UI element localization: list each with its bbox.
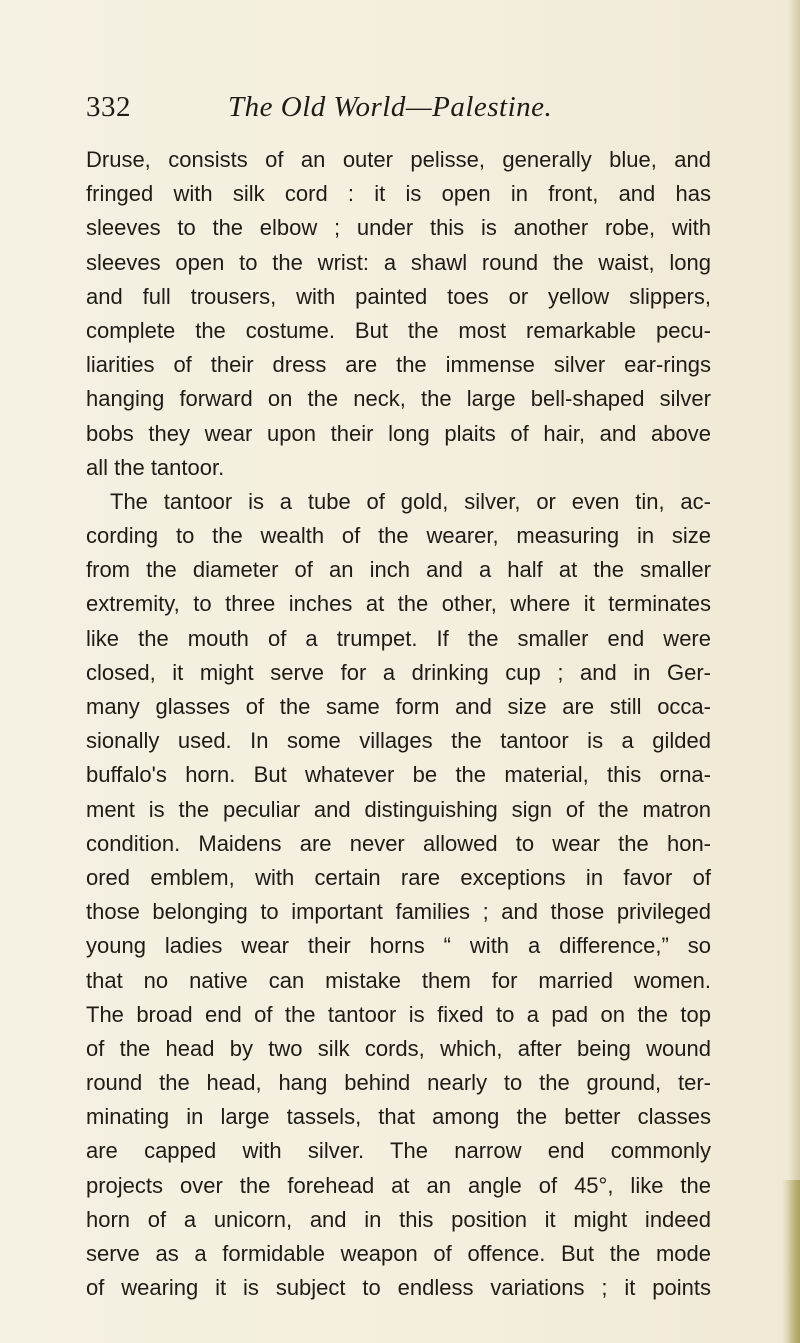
text-line: round the head, hang behind nearly to the ground, ter- <box>86 1070 711 1096</box>
text-line: The tantoor is a tube of gold, silver, or even tin, ac- <box>110 488 711 514</box>
text-line: young ladies wear their horns “ with a difference,” so <box>86 933 711 959</box>
text-line: ment is the peculiar and distinguishing sign of the matron <box>86 796 711 822</box>
text-line: those belonging to important families ; and those privileged <box>86 899 711 925</box>
page-number: 332 <box>86 91 131 123</box>
text-line: like the mouth of a trumpet. If the smaller end were <box>86 625 711 651</box>
body-text <box>86 143 711 1305</box>
page-edge-stain <box>782 1180 800 1343</box>
text-line: bobs they wear upon their long plaits of hair, and above <box>86 420 711 446</box>
text-line: sionally used. In some villages the tantoor is a gilded <box>86 728 711 754</box>
text-line: closed, it might serve for a drinking cup ; and in Ger- <box>86 659 711 685</box>
text-line: projects over the forehead at an angle of 45°, like the <box>86 1172 711 1198</box>
text-line: minating in large tassels, that among the better classes <box>86 1104 711 1130</box>
text-line: The broad end of the tantoor is fixed to a pad on the top <box>86 1001 711 1027</box>
text-line: many glasses of the same form and size are still occa- <box>86 694 711 719</box>
text-line: liarities of their dress are the immense silver ear-rings <box>86 352 711 378</box>
text-line: sleeves to the elbow ; under this is another robe, with <box>86 215 711 241</box>
running-title: The Old World—Palestine. <box>228 91 553 123</box>
text-line: and full trousers, with painted toes or yellow slippers, <box>86 283 711 309</box>
text-line: hanging forward on the neck, the large bell-shaped silver <box>86 386 711 412</box>
text-line: are capped with silver. The narrow end commonly <box>86 1138 711 1164</box>
text-line: of the head by two silk cords, which, after being wound <box>86 1035 711 1061</box>
text-line: fringed with silk cord : it is open in front, and has <box>86 181 711 207</box>
page-edge-shadow <box>788 0 800 1343</box>
text-line: that no native can mistake them for married women. <box>86 967 711 993</box>
text-line: buffalo's horn. But whatever be the material, this orna- <box>86 762 711 788</box>
text-line: all the tantoor. <box>86 454 225 480</box>
text-line: extremity, to three inches at the other, where it terminates <box>86 591 711 617</box>
text-line: from the diameter of an inch and a half at the smaller <box>86 557 711 583</box>
text-line: ored emblem, with certain rare exceptions in favor of <box>86 864 711 890</box>
text-line: condition. Maidens are never allowed to wear the hon- <box>86 830 711 856</box>
text-line: complete the costume. But the most remarkable pecu- <box>86 317 711 343</box>
text-line: horn of a unicorn, and in this position it might indeed <box>86 1206 711 1232</box>
text-line: Druse, consists of an outer pelisse, generally blue, and <box>86 147 711 172</box>
text-line: serve as a formidable weapon of offence. But the mode <box>86 1241 711 1266</box>
running-head <box>86 91 726 131</box>
text-line: cording to the wealth of the wearer, measuring in size <box>86 523 711 549</box>
text-line: of wearing it is subject to endless variations ; it points <box>86 1275 711 1301</box>
text-line: sleeves open to the wrist: a shawl round the waist, long <box>86 249 711 275</box>
